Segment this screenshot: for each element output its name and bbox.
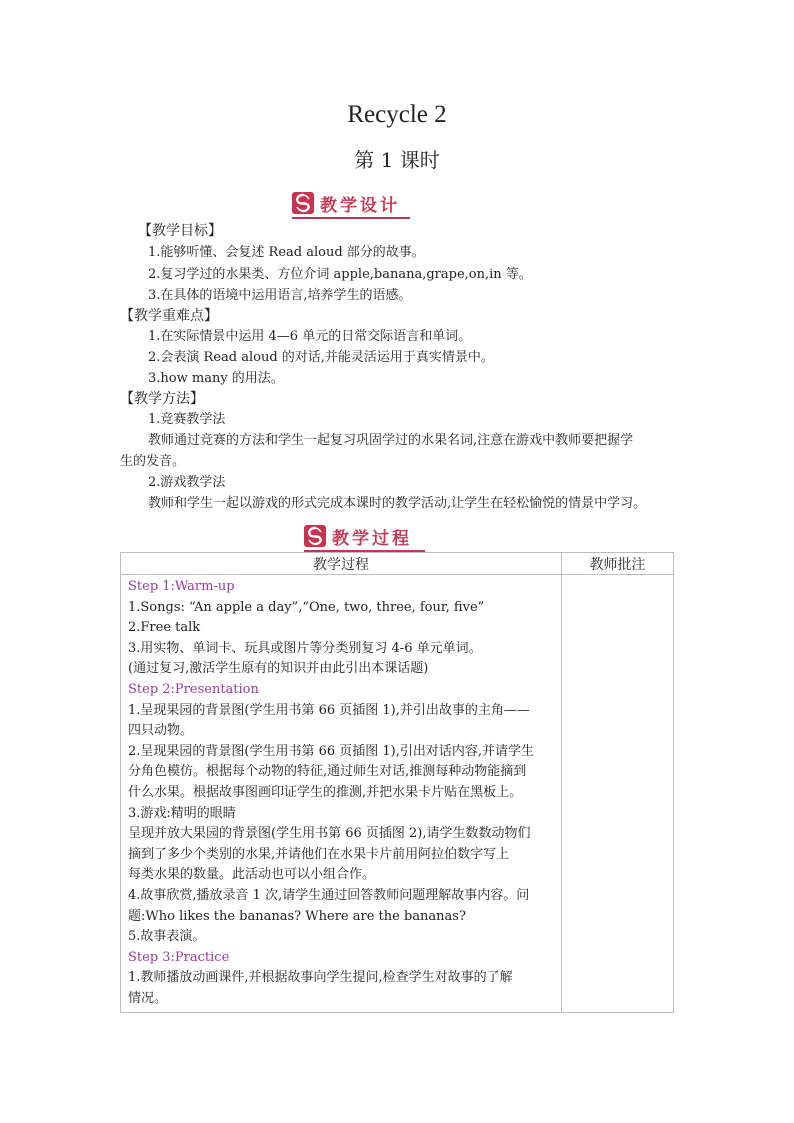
- process-section-banner: [304, 523, 425, 549]
- objective-item: 2.复习学过的水果类、方位介词 apple,banana,grape,on,in 等。: [148, 267, 532, 282]
- process-line: 1.呈现果园的背景图(学生用书第 66 页插图 1),并引出故事的主角——: [128, 702, 530, 718]
- banner-underline: [292, 217, 410, 219]
- design-section-banner: [292, 190, 410, 216]
- process-line: 2.Free talk: [128, 620, 201, 636]
- process-line: 分角色模仿。根据每个动物的特征,通过师生对话,推测每种动物能摘到: [128, 764, 527, 780]
- process-line: 每类水果的数量。此活动也可以小组合作。: [128, 867, 376, 883]
- swirl-logo-icon: [292, 192, 314, 214]
- process-line: 3.用实物、单词卡、玩具或图片等分类别复习 4-6 单元单词。: [128, 640, 482, 656]
- process-line: 摘到了多少个类别的水果,并请他们在水果卡片前用阿拉伯数字写上: [128, 846, 510, 862]
- process-line: 3.游戏:精明的眼睛: [128, 805, 236, 821]
- process-line: 5.故事表演。: [128, 929, 206, 945]
- key-point-item: 1.在实际情景中运用 4—6 单元的日常交际语言和单词。: [148, 329, 472, 344]
- method-item: 2.游戏教学法: [148, 475, 226, 490]
- design-section-label: 教学设计: [320, 195, 400, 216]
- process-line: 题:Who likes the bananas? Where are the bananas?: [128, 908, 466, 924]
- notes-cell: [562, 575, 674, 1013]
- process-cell: [121, 575, 562, 1013]
- objectives-heading: 【教学目标】: [138, 223, 222, 239]
- method-text: 教师和学生一起以游戏的形式完成本课时的教学活动,让学生在轻松愉悦的情景中学习。: [148, 496, 647, 511]
- table-header-row: [121, 553, 674, 575]
- process-line: 1.Songs: “An apple a day”,“One, two, three, four, five”: [128, 599, 485, 615]
- teaching-process-table: [120, 552, 674, 1013]
- process-line: 1.教师播放动画课件,并根据故事向学生提问,检查学生对故事的了解: [128, 970, 513, 986]
- step-heading: Step 1:Warm-up: [128, 579, 235, 594]
- table-row: [121, 575, 674, 1013]
- key-point-item: 2.会表演 Read aloud 的对话,并能灵活运用于真实情景中。: [148, 350, 494, 365]
- methods-heading: 【教学方法】: [120, 391, 204, 407]
- process-line: 什么水果。根据故事图画印证学生的推测,并把水果卡片贴在黑板上。: [128, 784, 523, 800]
- key-point-item: 3.how many 的用法。: [148, 371, 284, 386]
- process-line: 情况。: [128, 990, 168, 1006]
- step-heading: Step 3:Practice: [128, 949, 230, 965]
- swirl-logo-icon: [304, 525, 326, 547]
- process-line: 呈现并放大果园的背景图(学生用书第 66 页插图 2),请学生数数动物们: [128, 826, 531, 842]
- process-line: 2.呈现果园的背景图(学生用书第 66 页插图 1),引出对话内容,并请学生: [128, 743, 535, 759]
- method-item: 1.竞赛教学法: [148, 412, 226, 427]
- objective-item: 3.在具体的语境中运用语言,培养学生的语感。: [148, 288, 412, 303]
- process-column-header: 教学过程: [121, 553, 562, 575]
- method-text: 生的发音。: [120, 454, 186, 469]
- page-title: Recycle 2: [347, 101, 447, 128]
- process-section-label: 教学过程: [332, 528, 412, 549]
- process-line: 四只动物。: [128, 723, 194, 739]
- process-line: 4.故事欣赏,播放录音 1 次,请学生通过回答教师问题理解故事内容。问: [128, 887, 530, 903]
- process-line: (通过复习,激活学生原有的知识并由此引出本课话题): [128, 661, 429, 677]
- step-heading: Step 2:Presentation: [128, 681, 259, 697]
- lesson-subtitle: 第 1 课时: [354, 148, 440, 172]
- key-points-heading: 【教学重难点】: [120, 308, 218, 324]
- notes-column-header: 教师批注: [562, 553, 674, 575]
- method-text: 教师通过竞赛的方法和学生一起复习巩固学过的水果名词,注意在游戏中教师要把握学: [148, 433, 634, 448]
- objective-item: 1.能够听懂、会复述 Read aloud 部分的故事。: [148, 245, 425, 260]
